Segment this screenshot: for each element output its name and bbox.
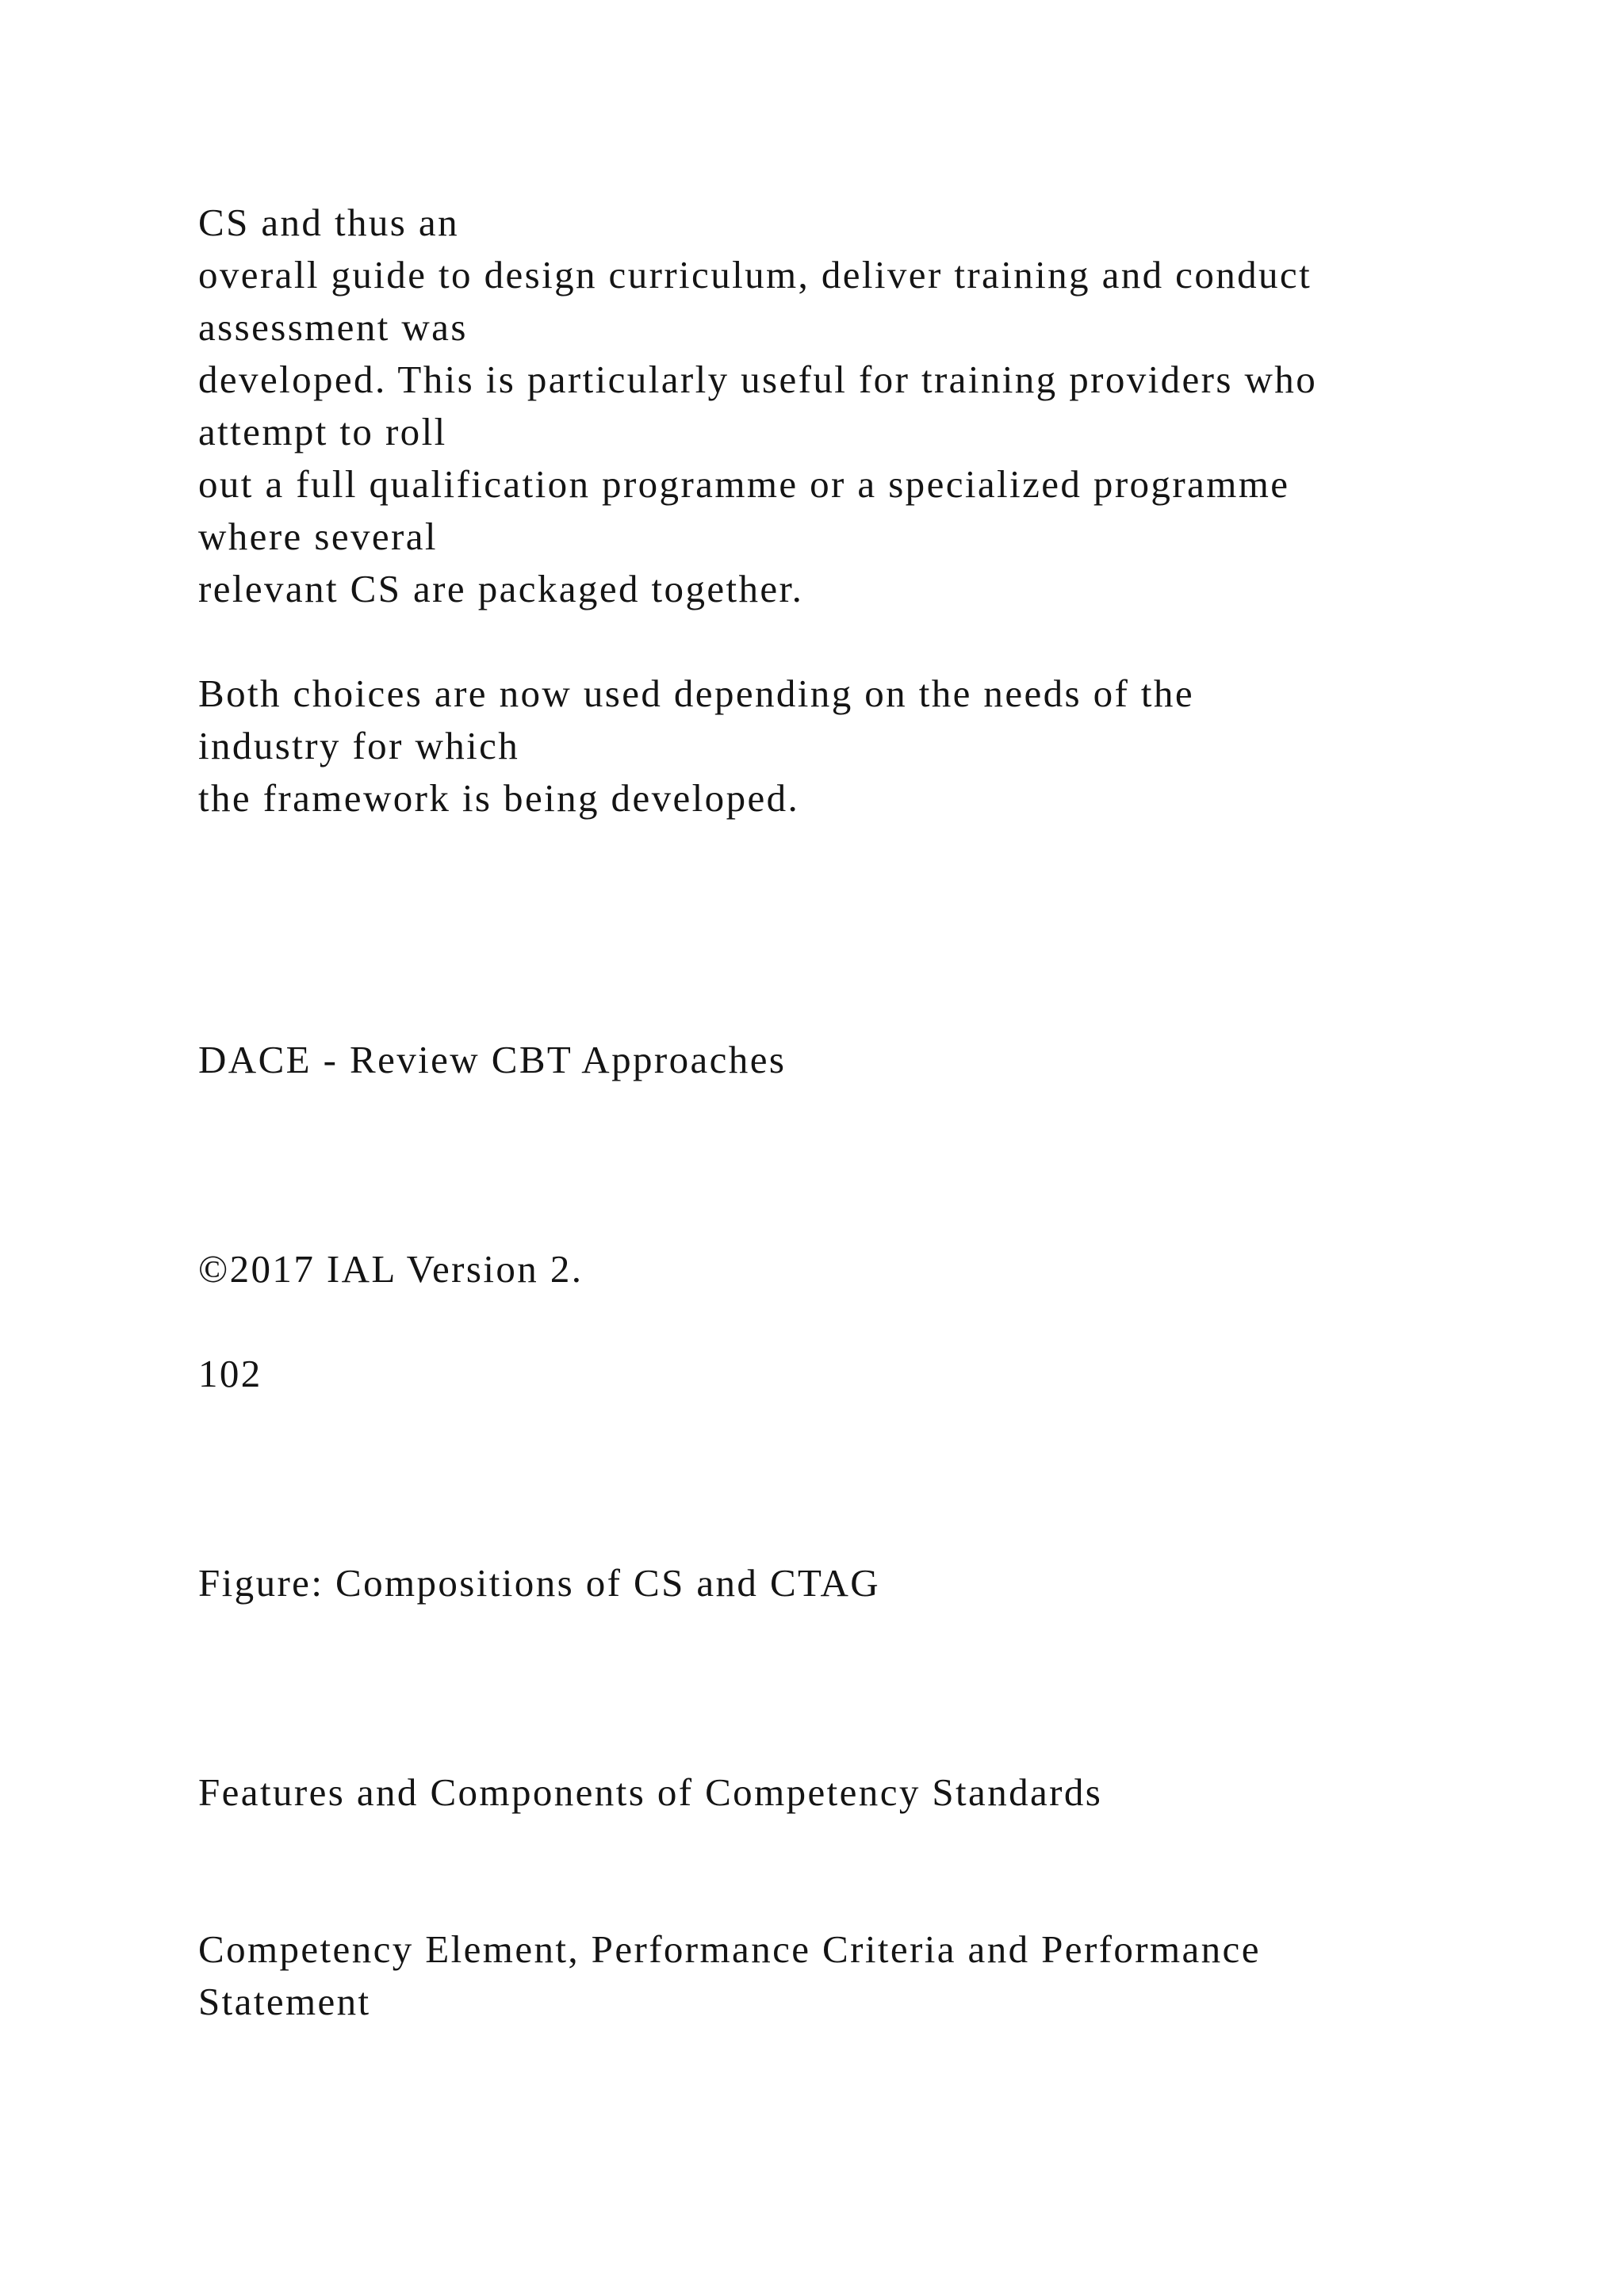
body-text-line: Both choices are now used depending on the needs of the — [198, 672, 1194, 715]
body-text-line: the framework is being developed. — [198, 776, 800, 820]
body-text-line: developed. This is particularly useful for training providers who — [198, 358, 1318, 401]
section-heading: Features and Components of Competency Standards — [198, 1770, 1103, 1814]
copyright-notice: ©2017 IAL Version 2. — [198, 1247, 584, 1291]
page-number: 102 — [198, 1352, 262, 1395]
body-text-line: attempt to roll — [198, 410, 447, 453]
subheading-line: Competency Element, Performance Criteria and Performance — [198, 1927, 1261, 1971]
body-text-line: where several — [198, 515, 438, 558]
body-text-line: CS and thus an — [198, 201, 459, 244]
footer-title: DACE - Review CBT Approaches — [198, 1038, 787, 1081]
body-text-line: overall guide to design curriculum, deliver training and conduct — [198, 253, 1312, 297]
body-text-line: assessment was — [198, 305, 468, 349]
figure-caption: Figure: Compositions of CS and CTAG — [198, 1561, 881, 1605]
subheading-line: Statement — [198, 1980, 371, 2023]
body-text-line: relevant CS are packaged together. — [198, 567, 804, 610]
body-text-line: industry for which — [198, 724, 520, 767]
body-text-line: out a full qualification programme or a specialized programme — [198, 462, 1290, 506]
